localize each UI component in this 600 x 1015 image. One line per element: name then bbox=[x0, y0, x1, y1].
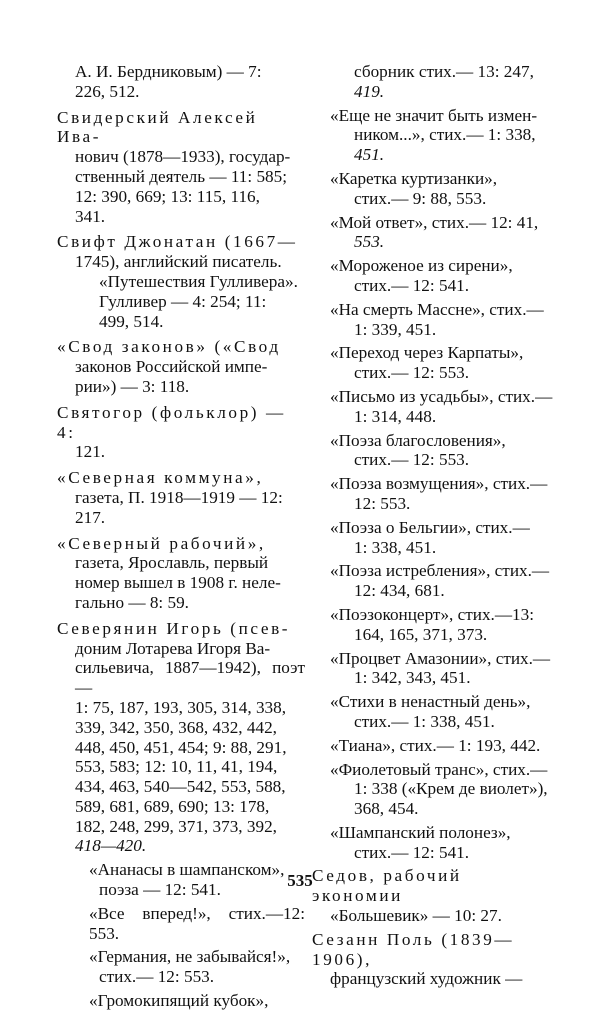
entry-line: доним Лотарева Игоря Ва- bbox=[75, 638, 271, 658]
index-subentry bbox=[312, 256, 556, 296]
entry-heading: Седов, рабочий экономии bbox=[312, 866, 462, 906]
entry-line: сильевича, 1887—1942), поэт— bbox=[75, 658, 305, 698]
entry-line: 12: 390, 669; 13: 115, 116, bbox=[75, 186, 260, 206]
entry-line: стих.— 12: 553. bbox=[354, 363, 470, 383]
index-subentry bbox=[312, 169, 556, 209]
index-subentry bbox=[312, 649, 556, 689]
entry-line: газета, Ярославль, первый bbox=[75, 553, 269, 573]
entry-line: «Письмо из усадьбы», стих.— bbox=[330, 386, 553, 406]
index-subentry bbox=[312, 62, 556, 102]
entry-line: «На смерть Массне», стих.— bbox=[330, 299, 544, 319]
entry-line: «Все вперед!», стих.—12: 553. bbox=[89, 903, 305, 943]
entry-heading: Святогор (фольклор) — 4: bbox=[57, 402, 286, 442]
entry-line: «Поэза возмущения», стих.— bbox=[330, 474, 548, 494]
entry-line: 339, 342, 350, 368, 432, 442, bbox=[75, 717, 277, 737]
entry-line: «Поэза благословения», bbox=[330, 430, 506, 450]
entry-line: 499, 514. bbox=[99, 311, 164, 331]
entry-line: 164, 165, 371, 373. bbox=[354, 624, 488, 644]
entry-line: 1: 342, 343, 451. bbox=[354, 668, 471, 688]
entry-line: 1: 75, 187, 193, 305, 314, 338, bbox=[75, 697, 287, 717]
index-entry bbox=[312, 930, 556, 989]
entry-line: 589, 681, 689, 690; 13: 178, bbox=[75, 796, 270, 816]
entry-line: поэза — 12: 541. bbox=[99, 880, 221, 900]
entry-line: 368, 454. bbox=[354, 799, 419, 819]
entry-line: «Ананасы в шампанском», bbox=[89, 860, 285, 880]
entry-line: «Поэза о Бельгии», стих.— bbox=[330, 517, 530, 537]
entry-line: рии») — 3: 118. bbox=[75, 376, 190, 396]
index-subentry bbox=[57, 904, 305, 944]
entry-line: «Большевик» — 10: 27. bbox=[330, 906, 502, 926]
entry-heading: Северянин Игорь (псев- bbox=[57, 618, 291, 638]
index-entry bbox=[57, 534, 305, 613]
entry-line: номер вышел в 1908 г. неле- bbox=[75, 573, 281, 593]
index-entry bbox=[57, 232, 305, 331]
entry-line: «Путешествия Гулливера». bbox=[99, 271, 298, 291]
entry-line: стих.— 1: 338, 451. bbox=[354, 711, 495, 731]
entry-line: «Германия, не забывайся!», bbox=[89, 947, 291, 967]
entry-line: «Громокипящий кубок», bbox=[89, 991, 269, 1011]
entry-line: 217. bbox=[75, 507, 106, 527]
index-subentry bbox=[312, 823, 556, 863]
entry-line: 1: 314, 448. bbox=[354, 406, 437, 426]
entry-line: 553. bbox=[354, 232, 385, 252]
index-entry bbox=[57, 403, 305, 462]
entry-line: 1: 338, 451. bbox=[354, 537, 437, 557]
entry-line: 12: 553. bbox=[354, 493, 411, 513]
entry-line: 121. bbox=[75, 442, 106, 462]
entry-line: Гулливер — 4: 254; 11: bbox=[99, 291, 267, 311]
entry-line: стих.— 12: 541. bbox=[354, 275, 470, 295]
entry-line: 12: 434, 681. bbox=[354, 581, 445, 601]
entry-heading: «Северная коммуна», bbox=[57, 468, 264, 488]
entry-line: «Мой ответ», стих.— 12: 41, bbox=[330, 212, 539, 232]
index-subentry bbox=[312, 692, 556, 732]
index-subentry bbox=[312, 561, 556, 601]
entry-line: ственный деятель — 11: 585; bbox=[75, 166, 288, 186]
index-entry bbox=[57, 337, 305, 396]
index-subentry bbox=[57, 991, 305, 1011]
index-entry bbox=[57, 62, 305, 102]
entry-heading: Сезанн Поль (1839—1906), bbox=[312, 929, 515, 969]
entry-line: 451. bbox=[354, 145, 385, 165]
entry-line: А. И. Бердниковым) — 7: bbox=[75, 62, 262, 81]
entry-line: 419. bbox=[354, 81, 385, 101]
entry-line: 434, 463, 540—542, 553, 588, bbox=[75, 777, 286, 797]
index-entry bbox=[57, 108, 305, 227]
entry-line: «Еще не значит быть измен- bbox=[330, 105, 538, 125]
index-entry bbox=[57, 468, 305, 527]
entry-line: «Стихи в ненастный день», bbox=[330, 692, 531, 712]
index-subentry bbox=[312, 474, 556, 514]
index-subentry bbox=[312, 736, 556, 756]
entry-heading: Свифт Джонатан (1667— bbox=[57, 232, 298, 252]
entry-line: 341. bbox=[75, 206, 106, 226]
index-subentry bbox=[312, 343, 556, 383]
index-subentry bbox=[312, 605, 556, 645]
entry-line: «Переход через Карпаты», bbox=[330, 343, 524, 363]
entry-line: 553, 583; 12: 10, 11, 41, 194, bbox=[75, 757, 278, 777]
entry-line: законов Российской импе- bbox=[75, 357, 268, 377]
entry-heading: Свидерский Алексей Ива- bbox=[57, 107, 258, 147]
index-subentry bbox=[312, 106, 556, 165]
entry-heading: «Северный рабочий», bbox=[57, 533, 266, 553]
entry-line: стих.— 12: 553. bbox=[354, 450, 470, 470]
index-entry bbox=[57, 619, 305, 857]
entry-line: 182, 248, 299, 371, 373, 392, bbox=[75, 816, 277, 836]
entry-line: ником...», стих.— 1: 338, bbox=[354, 125, 536, 145]
entry-heading: «Свод законов» («Свод bbox=[57, 337, 281, 357]
entry-line: 226, 512. bbox=[75, 81, 140, 101]
entry-line: сборник стих.— 13: 247, bbox=[354, 62, 534, 81]
entry-line: французский художник — bbox=[330, 969, 523, 989]
entry-line: стих.— 12: 553. bbox=[99, 967, 215, 987]
entry-line: «Шампанский полонез», bbox=[330, 822, 511, 842]
index-subentry bbox=[312, 518, 556, 558]
entry-line: «Тиана», стих.— 1: 193, 442. bbox=[330, 735, 541, 755]
right-column bbox=[312, 62, 556, 993]
entry-line: 1: 338 («Крем де виолет»), bbox=[354, 779, 548, 799]
entry-line: 1745), английский писатель. bbox=[75, 252, 282, 272]
entry-line: «Поэзоконцерт», стих.—13: bbox=[330, 604, 535, 624]
entry-line: стих.— 9: 88, 553. bbox=[354, 188, 487, 208]
index-subentry bbox=[312, 387, 556, 427]
index-subentry bbox=[312, 300, 556, 340]
entry-line: 1: 339, 451. bbox=[354, 319, 437, 339]
entry-line: газета, П. 1918—1919 — 12: bbox=[75, 487, 283, 507]
index-subentry bbox=[312, 431, 556, 471]
entry-line: 418—420. bbox=[75, 836, 147, 856]
entry-line: «Мороженое из сирени», bbox=[330, 256, 513, 276]
entry-line: «Фиолетовый транс», стих.— bbox=[330, 759, 548, 779]
page-number: 535 bbox=[287, 871, 313, 890]
index-subentry bbox=[312, 760, 556, 819]
index-subentry bbox=[312, 213, 556, 253]
entry-line: 448, 450, 451, 454; 9: 88, 291, bbox=[75, 737, 287, 757]
entry-line: стих.— 12: 541. bbox=[354, 842, 470, 862]
index-subentry bbox=[57, 947, 305, 987]
entry-line: «Каретка куртизанки», bbox=[330, 168, 498, 188]
entry-line: «Поэза истребления», стих.— bbox=[330, 561, 550, 581]
entry-line: «Процвет Амазонии», стих.— bbox=[330, 648, 551, 668]
entry-line: нович (1878—1933), государ- bbox=[75, 147, 291, 167]
entry-line: гально — 8: 59. bbox=[75, 592, 189, 612]
